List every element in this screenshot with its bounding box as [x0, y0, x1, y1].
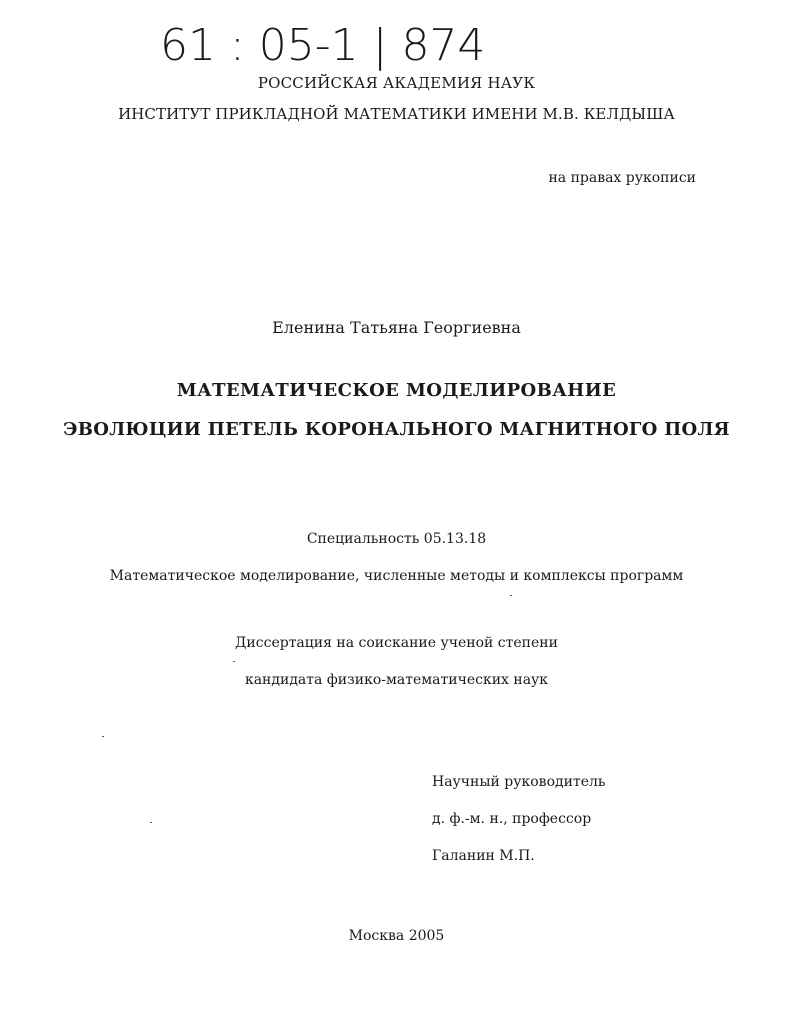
- speciality-name: Математическое моделирование, численные методы и комплексы программ: [109, 568, 684, 584]
- academy-name: РОССИЙСКАЯ АКАДЕМИЯ НАУК: [257, 74, 536, 92]
- dissertation-line-2: кандидата физико-математических наук: [244, 672, 549, 688]
- rights-note: на правах рукописи: [548, 170, 696, 186]
- scan-speck: [510, 595, 512, 596]
- handwritten-catalogue-number: [160, 12, 540, 72]
- catalogue-number-text: 61 : 05-1 | 874: [160, 20, 486, 71]
- dissertation-line-1: Диссертация на соискание ученой степени: [235, 635, 558, 651]
- speciality-code: Специальность 05.13.18: [306, 531, 487, 547]
- supervisor-role: Научный руководитель: [432, 774, 606, 790]
- institute-name: ИНСТИТУТ ПРИКЛАДНОЙ МАТЕМАТИКИ ИМЕНИ М.В. КЕЛДЫША: [118, 105, 675, 123]
- city-year: Москва 2005: [348, 928, 445, 944]
- scan-speck: [233, 661, 235, 662]
- title-line-1: МАТЕМАТИЧЕСКОЕ МОДЕЛИРОВАНИЕ: [176, 380, 617, 401]
- author-name: Еленина Татьяна Георгиевна: [272, 318, 521, 337]
- title-line-2: ЭВОЛЮЦИИ ПЕТЕЛЬ КОРОНАЛЬНОГО МАГНИТНОГО ПОЛЯ: [63, 419, 730, 440]
- supervisor-name: Галанин М.П.: [432, 848, 535, 864]
- supervisor-degree: д. ф.-м. н., профессор: [432, 811, 592, 827]
- scan-speck: [150, 822, 152, 823]
- scan-speck: [102, 736, 104, 737]
- supervisor-block: [432, 774, 606, 885]
